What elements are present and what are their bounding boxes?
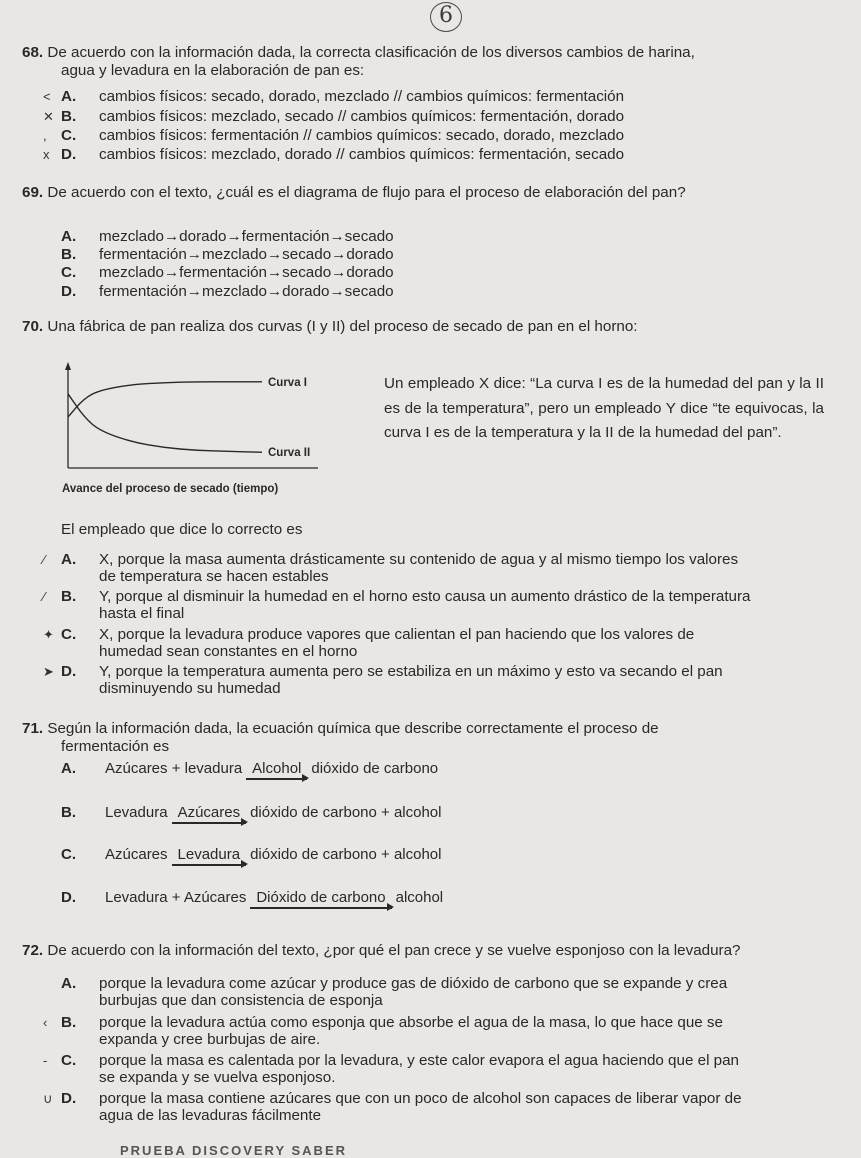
option-70-d[interactable]: ➤ D. Y, porque la temperatura aumenta pero se estabiliza en un máximo y esto va secando el pan disminuyendo su humedad xyxy=(43,663,723,697)
x-axis-label: Avance del proceso de secado (tiempo) xyxy=(62,483,279,495)
option-72-b[interactable]: ‹ B. porque la levadura actúa como esponja que absorbe el agua de la masa, lo que hace que se expanda y cree burbujas de aire. xyxy=(43,1014,723,1048)
handwritten-mark: 6 xyxy=(430,2,462,32)
question-text: Una fábrica de pan realiza dos curvas (I y II) del proceso de secado de pan en el horno: xyxy=(47,318,638,335)
question-text: De acuerdo con la información dada, la correcta clasificación de los diversos cambios de harina, xyxy=(47,44,695,61)
option-69-a[interactable]: A. mezclado→dorado→fermentación→secado xyxy=(61,228,394,245)
employee-statements: Un empleado X dice: “La curva I es de la humedad del pan y la II es de la temperatura”, pero un empleado Y dice “te equivocas, la curva I es de la temperatura y la II de la humedad del pan”. xyxy=(384,375,824,441)
option-68-c[interactable]: , C. cambios físicos: fermentación // cambios químicos: secado, dorado, mezclado xyxy=(43,127,625,144)
y-axis-arrow-icon xyxy=(65,362,71,370)
drying-curves-chart xyxy=(60,360,360,510)
pen-tick-icon: ∪ xyxy=(43,1091,53,1106)
series-line-1 xyxy=(68,382,260,417)
question-68-line2: agua y levadura en la elaboración de pan es: xyxy=(61,62,365,79)
pen-tick-icon: ➤ xyxy=(43,664,54,679)
option-70-a[interactable]: ⁄ A. X, porque la masa aumenta drásticamente su contenido de agua y al mismo tiempo los valores de temperatura se hacen estables xyxy=(43,551,739,585)
pen-tick-icon: - xyxy=(43,1053,48,1068)
option-70-c[interactable]: ✦ C. X, porque la levadura produce vapores que calientan el pan haciendo que los valores de humedad sean constantes en el horno xyxy=(43,626,695,660)
reaction-arrow-icon: Azúcares xyxy=(172,805,247,824)
question-70-prompt: El empleado que dice lo correcto es xyxy=(61,521,303,538)
option-71-d[interactable]: D. Levadura + Azúcares Dióxido de carbono alcohol xyxy=(61,889,443,909)
question-number: 68. xyxy=(22,44,44,61)
footer-text: PRUEBA DISCOVERY SABER xyxy=(120,1143,347,1158)
option-68-a[interactable]: < A. cambios físicos: secado, dorado, mezclado // cambios químicos: fermentación xyxy=(43,88,625,105)
question-69: 69. De acuerdo con el texto, ¿cuál es el diagrama de flujo para el proceso de elaboración del pan? xyxy=(22,184,686,201)
pen-tick-icon: ✦ xyxy=(43,627,54,642)
series-label-2: Curva II xyxy=(268,447,311,460)
option-72-a[interactable]: A. porque la levadura come azúcar y produce gas de dióxido de carbono que se expande y crea burbujas que dan consistencia de esponja xyxy=(61,975,728,1009)
question-72: 72. De acuerdo con la información del texto, ¿por qué el pan crece y se vuelve esponjoso con la levadura? xyxy=(22,942,741,959)
question-71: 71. Según la información dada, la ecuación química que describe correctamente el proceso de xyxy=(22,720,659,737)
option-72-d[interactable]: ∪ D. porque la masa contiene azúcares que con un poco de alcohol son capaces de liberar vapor de agua de las levaduras fácilmente xyxy=(43,1090,742,1124)
pen-tick-icon: , xyxy=(43,128,47,143)
option-68-d[interactable]: x D. cambios físicos: mezclado, dorado // cambios químicos: fermentación, secado xyxy=(43,146,625,163)
option-69-b[interactable]: B. fermentación→mezclado→secado→dorado xyxy=(61,246,394,263)
pen-tick-icon: ✕ xyxy=(43,109,54,124)
option-71-a[interactable]: A. Azúcares + levadura Alcohol dióxido de carbono xyxy=(61,760,438,780)
series-label-1: Curva I xyxy=(268,376,307,389)
question-text: De acuerdo con la información del texto, ¿por qué el pan crece y se vuelve esponjoso con la levadura? xyxy=(47,942,741,959)
series-line-2 xyxy=(68,394,260,452)
question-68 xyxy=(22,44,842,62)
option-71-b[interactable]: B. Levadura Azúcares dióxido de carbono + alcohol xyxy=(61,804,441,824)
reaction-arrow-icon: Dióxido de carbono xyxy=(250,890,391,909)
question-70: 70. Una fábrica de pan realiza dos curvas (I y II) del proceso de secado de pan en el horno: xyxy=(22,318,638,335)
option-68-b[interactable]: ✕ B. cambios físicos: mezclado, secado // cambios químicos: fermentación, dorado xyxy=(43,108,625,125)
question-71-line2: fermentación es xyxy=(61,738,170,755)
pen-tick-icon: < xyxy=(43,89,51,104)
question-text: Según la información dada, la ecuación química que describe correctamente el proceso de xyxy=(47,720,659,737)
pen-tick-icon: ‹ xyxy=(43,1015,48,1030)
reaction-arrow-icon: Alcohol xyxy=(246,761,307,780)
option-69-d[interactable]: D. fermentación→mezclado→dorado→secado xyxy=(61,283,394,300)
option-70-b[interactable]: ⁄ B. Y, porque al disminuir la humedad en el horno esto causa un aumento drástico de la temperatura hasta el final xyxy=(43,588,751,622)
pen-tick-icon: ⁄ xyxy=(43,552,46,567)
question-text: De acuerdo con el texto, ¿cuál es el diagrama de flujo para el proceso de elaboración del pan? xyxy=(47,184,686,201)
option-72-c[interactable]: - C. porque la masa es calentada por la levadura, y este calor evapora el agua haciendo que el pan se expanda y se vuelva esponjoso. xyxy=(43,1052,739,1086)
option-69-c[interactable]: C. mezclado→fermentación→secado→dorado xyxy=(61,264,394,281)
pen-tick-icon: x xyxy=(43,147,50,162)
reaction-arrow-icon: Levadura xyxy=(172,847,247,866)
option-71-c[interactable]: C. Azúcares Levadura dióxido de carbono + alcohol xyxy=(61,846,441,866)
pen-tick-icon: ⁄ xyxy=(43,589,46,604)
